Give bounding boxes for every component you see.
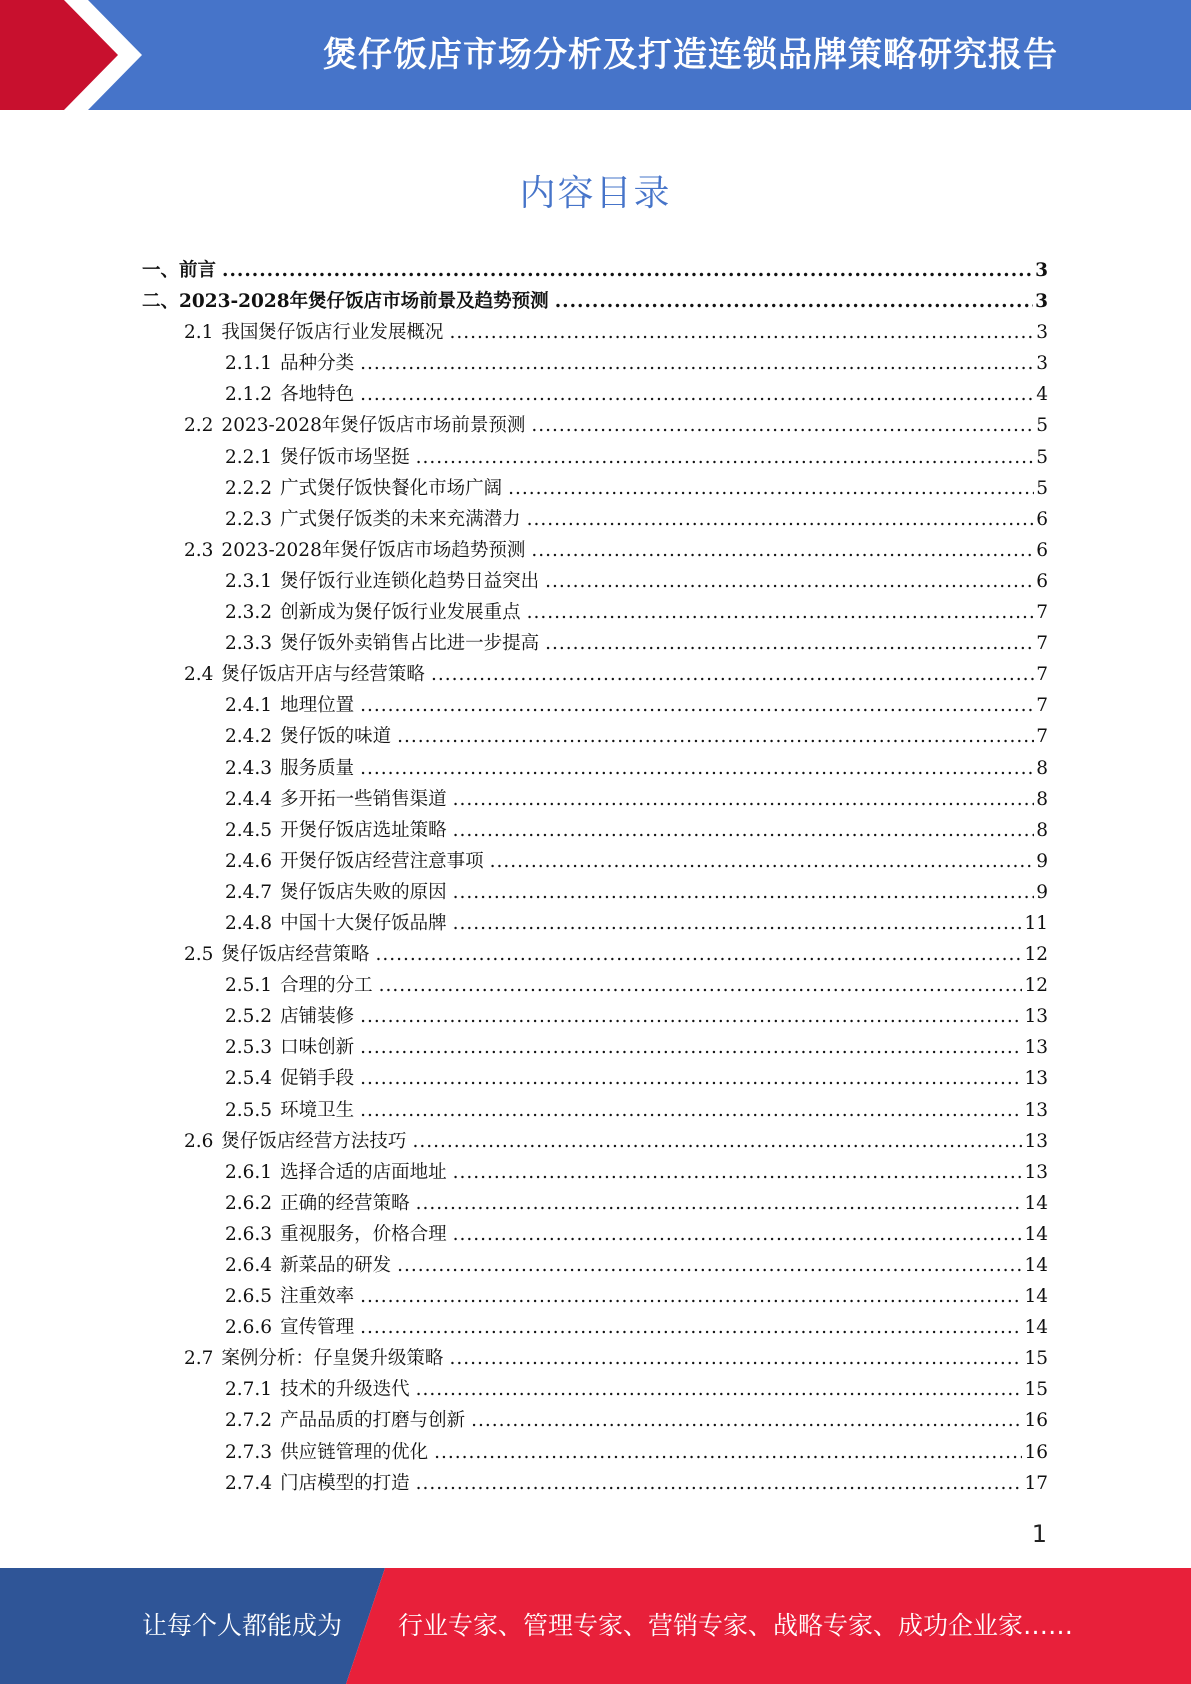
toc-entry-title: 宣传管理 [280,1317,355,1339]
toc-entry-number: 2.7.4 [225,1472,273,1494]
toc-entry-number: 2.5.2 [225,1006,273,1028]
toc-entry[interactable] [142,629,1048,660]
toc-dot-leader [453,882,1035,903]
toc-entry-number: 2.5.3 [225,1037,273,1059]
toc-entry[interactable] [142,598,1048,629]
toc-entry-page: 7 [1036,664,1048,686]
toc-dot-leader [379,975,1023,996]
toc-entry-page: 12 [1024,944,1048,966]
toc-entry[interactable] [142,1406,1048,1437]
toc-entry-page: 14 [1024,1286,1048,1308]
toc-entry-title: 品种分类 [280,353,355,375]
toc-entry[interactable] [142,443,1048,474]
toc-entry-title: 煲仔饭行业连锁化趋势日益突出 [280,570,540,592]
toc-entry[interactable] [142,1096,1048,1127]
toc-entry-page: 9 [1036,850,1048,872]
toc-entry[interactable] [142,474,1048,505]
toc-entry[interactable] [142,1033,1048,1064]
page-footer [0,1568,1191,1684]
toc-entry-number: 2.6.2 [225,1192,273,1214]
toc-entry-page: 5 [1036,477,1048,499]
toc-dot-leader [453,820,1035,841]
toc-entry-page: 13 [1024,1161,1048,1183]
toc-entry[interactable] [142,816,1048,847]
toc-entry-title: 煲仔饭市场坚挺 [280,446,410,468]
toc-entry-number: 2.6.1 [225,1161,273,1183]
toc-entry-number: 2.1 [184,322,214,344]
toc-entry-title: 产品品质的打磨与创新 [280,1410,466,1432]
toc-entry-page: 3 [1036,353,1048,375]
page-number: 1 [1031,1520,1047,1548]
toc-entry[interactable] [142,1127,1048,1158]
toc-dot-leader [449,1348,1022,1369]
toc-dot-leader [412,1131,1022,1152]
toc-entry-title: 我国煲仔饭店行业发展概况 [221,322,444,344]
toc-dot-leader [453,1224,1023,1245]
toc-entry-title: 新菜品的研发 [280,1255,392,1276]
toc-entry-page: 7 [1036,695,1048,717]
toc-entry[interactable] [142,971,1048,1002]
toc-heading: 内容目录 [519,173,672,214]
toc-entry-number: 一、 [142,260,180,281]
toc-entry-number: 2.4 [184,664,214,686]
toc-entry[interactable] [142,349,1048,380]
toc-entry-title: 前言 [179,260,217,281]
toc-entry[interactable] [142,940,1048,971]
toc-dot-leader [360,758,1034,779]
toc-entry[interactable] [142,1158,1048,1189]
toc-entry-number: 2.5.5 [225,1099,273,1121]
toc-entry-page: 8 [1036,819,1048,841]
page-header [0,0,1191,110]
toc-entry-number: 2.4.8 [225,912,273,934]
toc-entry[interactable] [142,536,1048,567]
toc-entry-page: 6 [1036,508,1048,530]
toc-dot-leader [527,602,1035,623]
toc-entry-number: 2.2 [184,415,214,437]
toc-entry-title: 广式煲仔饭类的未来充满潜力 [280,508,521,530]
toc-dot-leader [431,664,1034,685]
toc-entry[interactable] [142,878,1048,909]
toc-entry-title: 煲仔饭外卖销售占比进一步提高 [280,633,540,655]
toc-entry-page: 5 [1036,415,1048,437]
toc-entry[interactable] [142,505,1048,536]
toc-entry-number: 2.7.2 [225,1410,273,1432]
toc-entry-number: 2.2.1 [225,446,273,468]
toc-entry-title: 煲仔饭店经营策略 [221,944,370,966]
toc-entry-number: 2.3 [184,539,214,561]
toc-entry-title: 环境卫生 [280,1099,355,1121]
toc-entry-title: 2023-2028年煲仔饭店市场趋势预测 [221,539,526,561]
toc-entry-page: 9 [1036,881,1048,903]
toc-entry[interactable] [142,754,1048,785]
toc-dot-leader [416,1193,1023,1214]
toc-entry[interactable] [142,847,1048,878]
toc-dot-leader [360,1317,1022,1338]
toc-dot-leader [222,260,1033,281]
toc-entry-title: 开煲仔饭店选址策略 [280,819,447,841]
toc-entry[interactable] [142,287,1048,318]
toc-entry-page: 13 [1024,1006,1048,1028]
toc-entry-number: 2.4.6 [225,850,273,872]
toc-entry-page: 13 [1024,1037,1048,1059]
toc-entry-title: 煲仔饭的味道 [280,726,392,748]
toc-entry-title: 2023-2028年煲仔饭店市场前景及趋势预测 [179,291,549,313]
toc-entry-number: 2.7 [184,1348,214,1370]
table-of-contents [142,256,1048,1500]
toc-dot-leader [360,353,1034,374]
toc-entry[interactable] [142,1064,1048,1095]
toc-dot-leader [360,384,1034,405]
toc-dot-leader [545,633,1034,654]
toc-entry-number: 2.6.4 [225,1255,273,1276]
toc-entry-page: 12 [1024,975,1048,997]
toc-entry[interactable] [142,411,1048,442]
toc-entry-title: 多开拓一些销售渠道 [280,788,447,810]
toc-entry-number: 二、 [142,291,180,313]
toc-entry-page: 8 [1036,757,1048,779]
toc-entry-page: 13 [1024,1068,1048,1090]
toc-entry-title: 各地特色 [280,384,355,406]
toc-entry[interactable] [142,1251,1048,1282]
toc-entry[interactable] [142,909,1048,940]
toc-entry-title: 口味创新 [280,1037,355,1059]
toc-entry-title: 合理的分工 [280,975,373,997]
toc-entry[interactable] [142,256,1048,287]
toc-entry-page: 14 [1024,1192,1048,1214]
toc-entry-page: 15 [1024,1348,1048,1370]
toc-dot-leader [555,291,1033,312]
toc-entry-number: 2.1.1 [225,353,273,375]
toc-entry-page: 7 [1036,633,1048,655]
toc-dot-leader [397,726,1034,747]
toc-entry-number: 2.6 [184,1130,214,1152]
footer-slogan-left: 让每个人都能成为 [142,1611,343,1640]
toc-entry-title: 煲仔饭店失败的原因 [280,881,447,903]
toc-entry-number: 2.6.3 [225,1223,273,1245]
toc-entry-page: 16 [1024,1410,1048,1432]
toc-entry-number: 2.5.1 [225,975,273,997]
toc-entry-page: 16 [1024,1441,1048,1463]
footer-slogan-right: 行业专家、管理专家、营销专家、战略专家、成功企业家…… [398,1611,1074,1640]
toc-entry-number: 2.5 [184,944,214,966]
toc-dot-leader [531,540,1034,561]
toc-entry[interactable] [142,1344,1048,1375]
toc-dot-leader [360,1006,1022,1027]
toc-entry-title: 中国十大煲仔饭品牌 [280,912,447,934]
toc-entry[interactable] [142,567,1048,598]
toc-entry-title: 供应链管理的优化 [280,1441,429,1463]
toc-entry-page: 3 [1035,260,1048,281]
toc-dot-leader [397,1255,1022,1276]
toc-entry-number: 2.3.2 [225,602,273,624]
toc-dot-leader [545,571,1034,592]
toc-entry-number: 2.3.1 [225,570,273,592]
toc-entry-title: 正确的经营策略 [280,1192,410,1214]
toc-entry-number: 2.2.3 [225,508,273,530]
toc-entry-number: 2.5.4 [225,1068,273,1090]
toc-entry-title: 技术的升级迭代 [280,1379,410,1401]
toc-entry[interactable] [142,785,1048,816]
toc-dot-leader [360,1037,1022,1058]
toc-entry[interactable] [142,1220,1048,1251]
toc-entry-page: 7 [1036,726,1048,748]
toc-entry-title: 煲仔饭店开店与经营策略 [221,664,425,686]
toc-entry-title: 2023-2028年煲仔饭店市场前景预测 [221,415,526,437]
toc-dot-leader [453,789,1035,810]
toc-entry-page: 7 [1036,602,1048,624]
toc-dot-leader [360,1068,1022,1089]
toc-entry-title: 服务质量 [280,757,355,779]
toc-entry-page: 4 [1036,384,1048,406]
toc-entry[interactable] [142,691,1048,722]
toc-entry-page: 15 [1024,1379,1048,1401]
header-arrow-decoration [0,0,200,110]
toc-entry-title: 煲仔饭店经营方法技巧 [221,1130,407,1152]
toc-entry-number: 2.7.3 [225,1441,273,1463]
toc-entry-title: 选择合适的店面地址 [280,1161,447,1183]
toc-entry-number: 2.6.6 [225,1317,273,1339]
toc-entry-number: 2.1.2 [225,384,273,406]
toc-dot-leader [360,695,1034,716]
toc-dot-leader [416,1473,1023,1494]
toc-dot-leader [360,1100,1022,1121]
toc-dot-leader [375,944,1022,965]
toc-entry-title: 店铺装修 [280,1006,355,1028]
toc-entry-number: 2.4.3 [225,757,273,779]
toc-dot-leader [531,415,1034,436]
toc-entry-page: 6 [1036,570,1048,592]
toc-entry[interactable] [142,1313,1048,1344]
toc-entry-title: 案例分析：仔皇煲升级策略 [221,1348,444,1370]
toc-entry[interactable] [142,1375,1048,1406]
toc-entry[interactable] [142,1002,1048,1033]
toc-entry[interactable] [142,380,1048,411]
toc-entry-number: 2.4.5 [225,819,273,841]
toc-dot-leader [453,1162,1023,1183]
toc-entry-title: 重视服务，价格合理 [280,1223,447,1245]
report-title: 煲仔饭店市场分析及打造连锁品牌策略研究报告 [323,35,1058,75]
toc-entry-page: 17 [1024,1472,1048,1494]
toc-entry[interactable] [142,660,1048,691]
toc-entry-number: 2.2.2 [225,477,273,499]
toc-entry-number: 2.4.2 [225,726,273,748]
toc-entry-number: 2.6.5 [225,1286,273,1308]
toc-entry-page: 3 [1036,322,1048,344]
toc-dot-leader [490,851,1035,872]
toc-dot-leader [527,509,1035,530]
toc-entry-page: 11 [1024,912,1048,934]
toc-entry-title: 注重效率 [280,1286,355,1308]
toc-entry[interactable] [142,1189,1048,1220]
toc-entry-number: 2.3.3 [225,633,273,655]
toc-entry-title: 门店模型的打造 [280,1472,410,1494]
toc-entry-number: 2.4.7 [225,881,273,903]
toc-entry[interactable] [142,1282,1048,1313]
toc-entry-number: 2.4.4 [225,788,273,810]
toc-entry[interactable] [142,722,1048,753]
toc-dot-leader [508,478,1034,499]
toc-entry[interactable] [142,318,1048,349]
toc-entry-page: 5 [1036,446,1048,468]
toc-entry-title: 促销手段 [280,1068,355,1090]
toc-entry-title: 地理位置 [280,695,355,717]
toc-entry-title: 开煲仔饭店经营注意事项 [280,850,484,872]
toc-dot-leader [471,1410,1022,1431]
toc-entry-page: 8 [1036,788,1048,810]
toc-entry-title: 创新成为煲仔饭行业发展重点 [280,602,521,624]
toc-dot-leader [453,913,1023,934]
toc-entry-number: 2.4.1 [225,695,273,717]
toc-entry-page: 6 [1036,539,1048,561]
toc-entry[interactable] [142,1438,1048,1469]
toc-entry[interactable] [142,1469,1048,1500]
toc-entry-page: 14 [1024,1223,1048,1245]
toc-entry-page: 3 [1035,291,1048,313]
toc-entry-page: 14 [1024,1317,1048,1339]
toc-entry-title: 广式煲仔饭快餐化市场广阔 [280,477,503,499]
toc-dot-leader [449,322,1034,343]
toc-dot-leader [360,1286,1022,1307]
toc-entry-page: 13 [1024,1130,1048,1152]
toc-dot-leader [434,1442,1022,1463]
toc-entry-page: 14 [1024,1255,1048,1276]
toc-entry-page: 13 [1024,1099,1048,1121]
toc-entry-number: 2.7.1 [225,1379,273,1401]
toc-dot-leader [416,1379,1023,1400]
toc-dot-leader [416,447,1035,468]
